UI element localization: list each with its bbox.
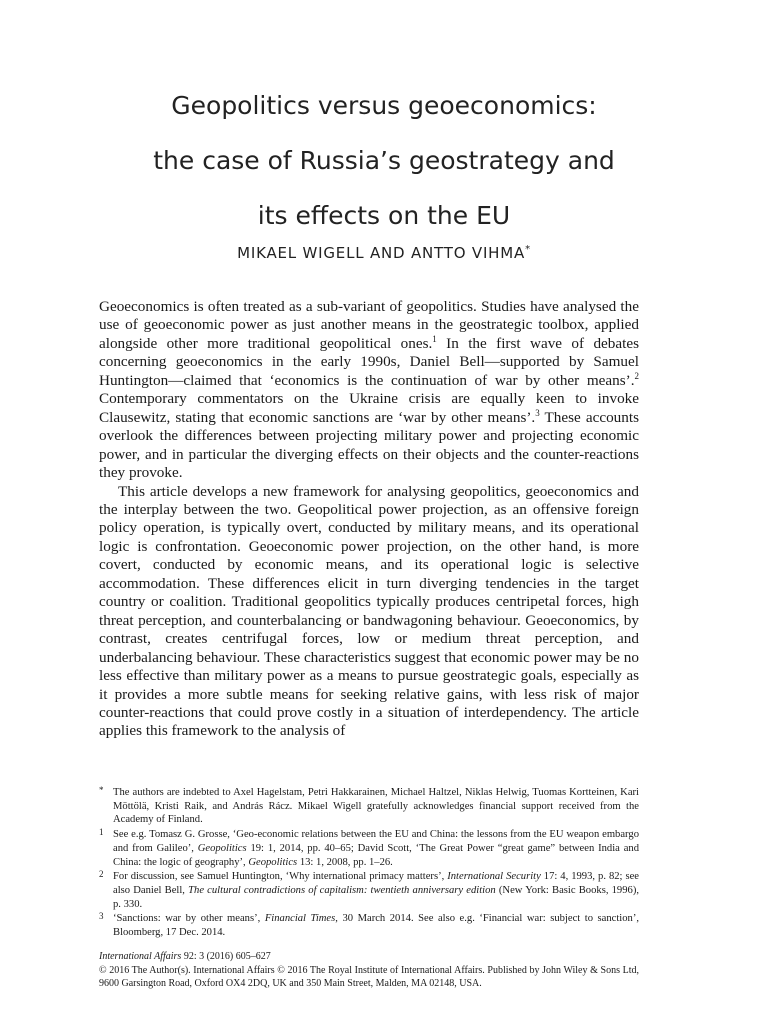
footnote-2-text-c: (New York: Basic Books, 1996), p. 330.: [113, 884, 639, 910]
footnotes: [99, 786, 639, 941]
footnote-2-book-title: The cultural contradictions of capitalism: twentieth anniversary edition: [188, 884, 496, 896]
footnote-2: [99, 870, 639, 911]
p1-sentence-1: Geoeconomics is often treated as a sub-variant of geopolitics. Studies have analysed the use of geoeconomic power as just another means in the geostrategic toolbox, applied alongside other more traditional geopolitical ones.: [99, 298, 639, 352]
p1-sentence-4: These accounts overlook the differences between projecting military power and projecting economic power, and in particular the diverging effects on their objects and the counter-reactions they provoke.: [99, 408, 639, 482]
footnote-2-text-b: 17: 4, 1993, p. 82; see also Daniel Bell,: [113, 871, 639, 896]
footnote-star-text: The authors are indebted to Axel Hagelstam, Petri Hakkarainen, Michael Haltzel, Niklas Helwig, Tuomas Kortteinen, Kari Möttölä, Kristi Raik, and András Rácz. Mikael Wigell gratefully acknowledges financial support received from the Academy of Finland.: [113, 787, 639, 826]
footnote-star-mark: *: [99, 785, 104, 795]
page-footer: [99, 950, 639, 991]
footnote-1-text-c: 13: 1, 2008, pp. 1–26.: [297, 856, 393, 868]
footnote-1-text-a: See e.g. Tomasz G. Grosse, ‘Geo-economic relations between the EU and China: the lessons from the EU weapon embargo and from Galileo’,: [113, 829, 639, 854]
copyright-notice: © 2016 The Author(s). International Affairs © 2016 The Royal Institute of International Affairs. Published by John Wiley & Sons Ltd, 9600 Garsington Road, Oxford OX4 2DQ, UK and 350 Main Street, Malden, MA 02148, USA.: [99, 964, 639, 990]
footnote-1: [99, 828, 639, 869]
author-line: [0, 244, 768, 262]
footnote-ref-1[interactable]: 1: [432, 333, 437, 344]
footnote-ref-2[interactable]: 2: [634, 370, 639, 381]
footnote-1-text-b: 19: 1, 2014, pp. 40–65; David Scott, ‘The Great Power “great game” between India and China: the logic of geography’,: [113, 842, 639, 868]
footnote-2-text-a: For discussion, see Samuel Huntington, ‘Why international primacy matters’,: [113, 871, 448, 883]
title-line-2: the case of Russia’s geostrategy and: [153, 146, 615, 175]
footnote-3-journal: Financial Times: [264, 913, 336, 925]
author-names: MIKAEL WIGELL AND ANTTO VIHMA: [237, 244, 526, 262]
p1-sentence-3: Contemporary commentators on the Ukraine crisis are equally keen to invoke Clausewitz, stating that economic sanctions are ‘war by other means’.: [99, 390, 639, 426]
footnote-star: [99, 786, 639, 827]
journal-name: International Affairs: [99, 951, 182, 962]
footnote-1-mark: 1: [99, 827, 104, 838]
footnote-3: [99, 912, 639, 939]
footnote-3-text-b: , 30 March 2014. See also e.g. ‘Financial war: subject to sanction’, Bloomberg, 17 Dec. 2014.: [113, 913, 639, 939]
footnote-ref-3[interactable]: 3: [535, 407, 540, 418]
footnote-1-journal-2: Geopolitics: [248, 856, 298, 868]
author-footnote-mark[interactable]: *: [525, 244, 531, 255]
footnote-3-text-a: ‘Sanctions: war by other means’,: [113, 913, 265, 925]
p1-sentence-2: In the first wave of debates concerning geoeconomics in the early 1990s, Daniel Bell—supported by Samuel Huntington—claimed that ‘economics is the continuation of war by other means’.: [99, 334, 640, 389]
title-line-1: Geopolitics versus geoeconomics:: [171, 91, 597, 120]
footnote-3-mark: 3: [99, 911, 104, 922]
footnote-2-mark: 2: [99, 869, 104, 880]
journal-citation: [99, 950, 639, 964]
article-title: [0, 78, 768, 243]
title-line-3: its effects on the EU: [257, 201, 511, 230]
footnote-1-journal-1: Geopolitics: [197, 842, 247, 854]
paragraph-2: This article develops a new framework for analysing geopolitics, geoeconomics and the interplay between the two. Geopolitical power projection, as an offensive foreign policy operation, is typically overt, conducted by military means, and its operational logic is confrontation. Geoeconomic power projection, on the other hand, is more covert, conducted by economic means, and its operational logic is selective accommodation. These differences elicit in turn diverging tendencies in the target country or coalition. Traditional geopolitics typically produces centripetal forces, high threat perception, and counterbalancing or bandwagoning behaviour. Geoeconomics, by contrast, creates centrifugal forces, low or medium threat perception, and underbalancing behaviour. These characteristics suggest that economic power may be no less effective than military power as a means to pursue geostrategic goals, especially as it provides a more subtle means for seeking relative gains, with less risk of major counter-reactions that could prove costly in a situation of interdependency. The article applies this framework to the analysis of: [99, 482, 639, 740]
footnote-2-journal: International Security: [447, 871, 541, 883]
paragraph-1: [99, 298, 639, 483]
journal-volume: 92: 3 (2016) 605–627: [181, 951, 271, 962]
article-body: [99, 298, 639, 741]
